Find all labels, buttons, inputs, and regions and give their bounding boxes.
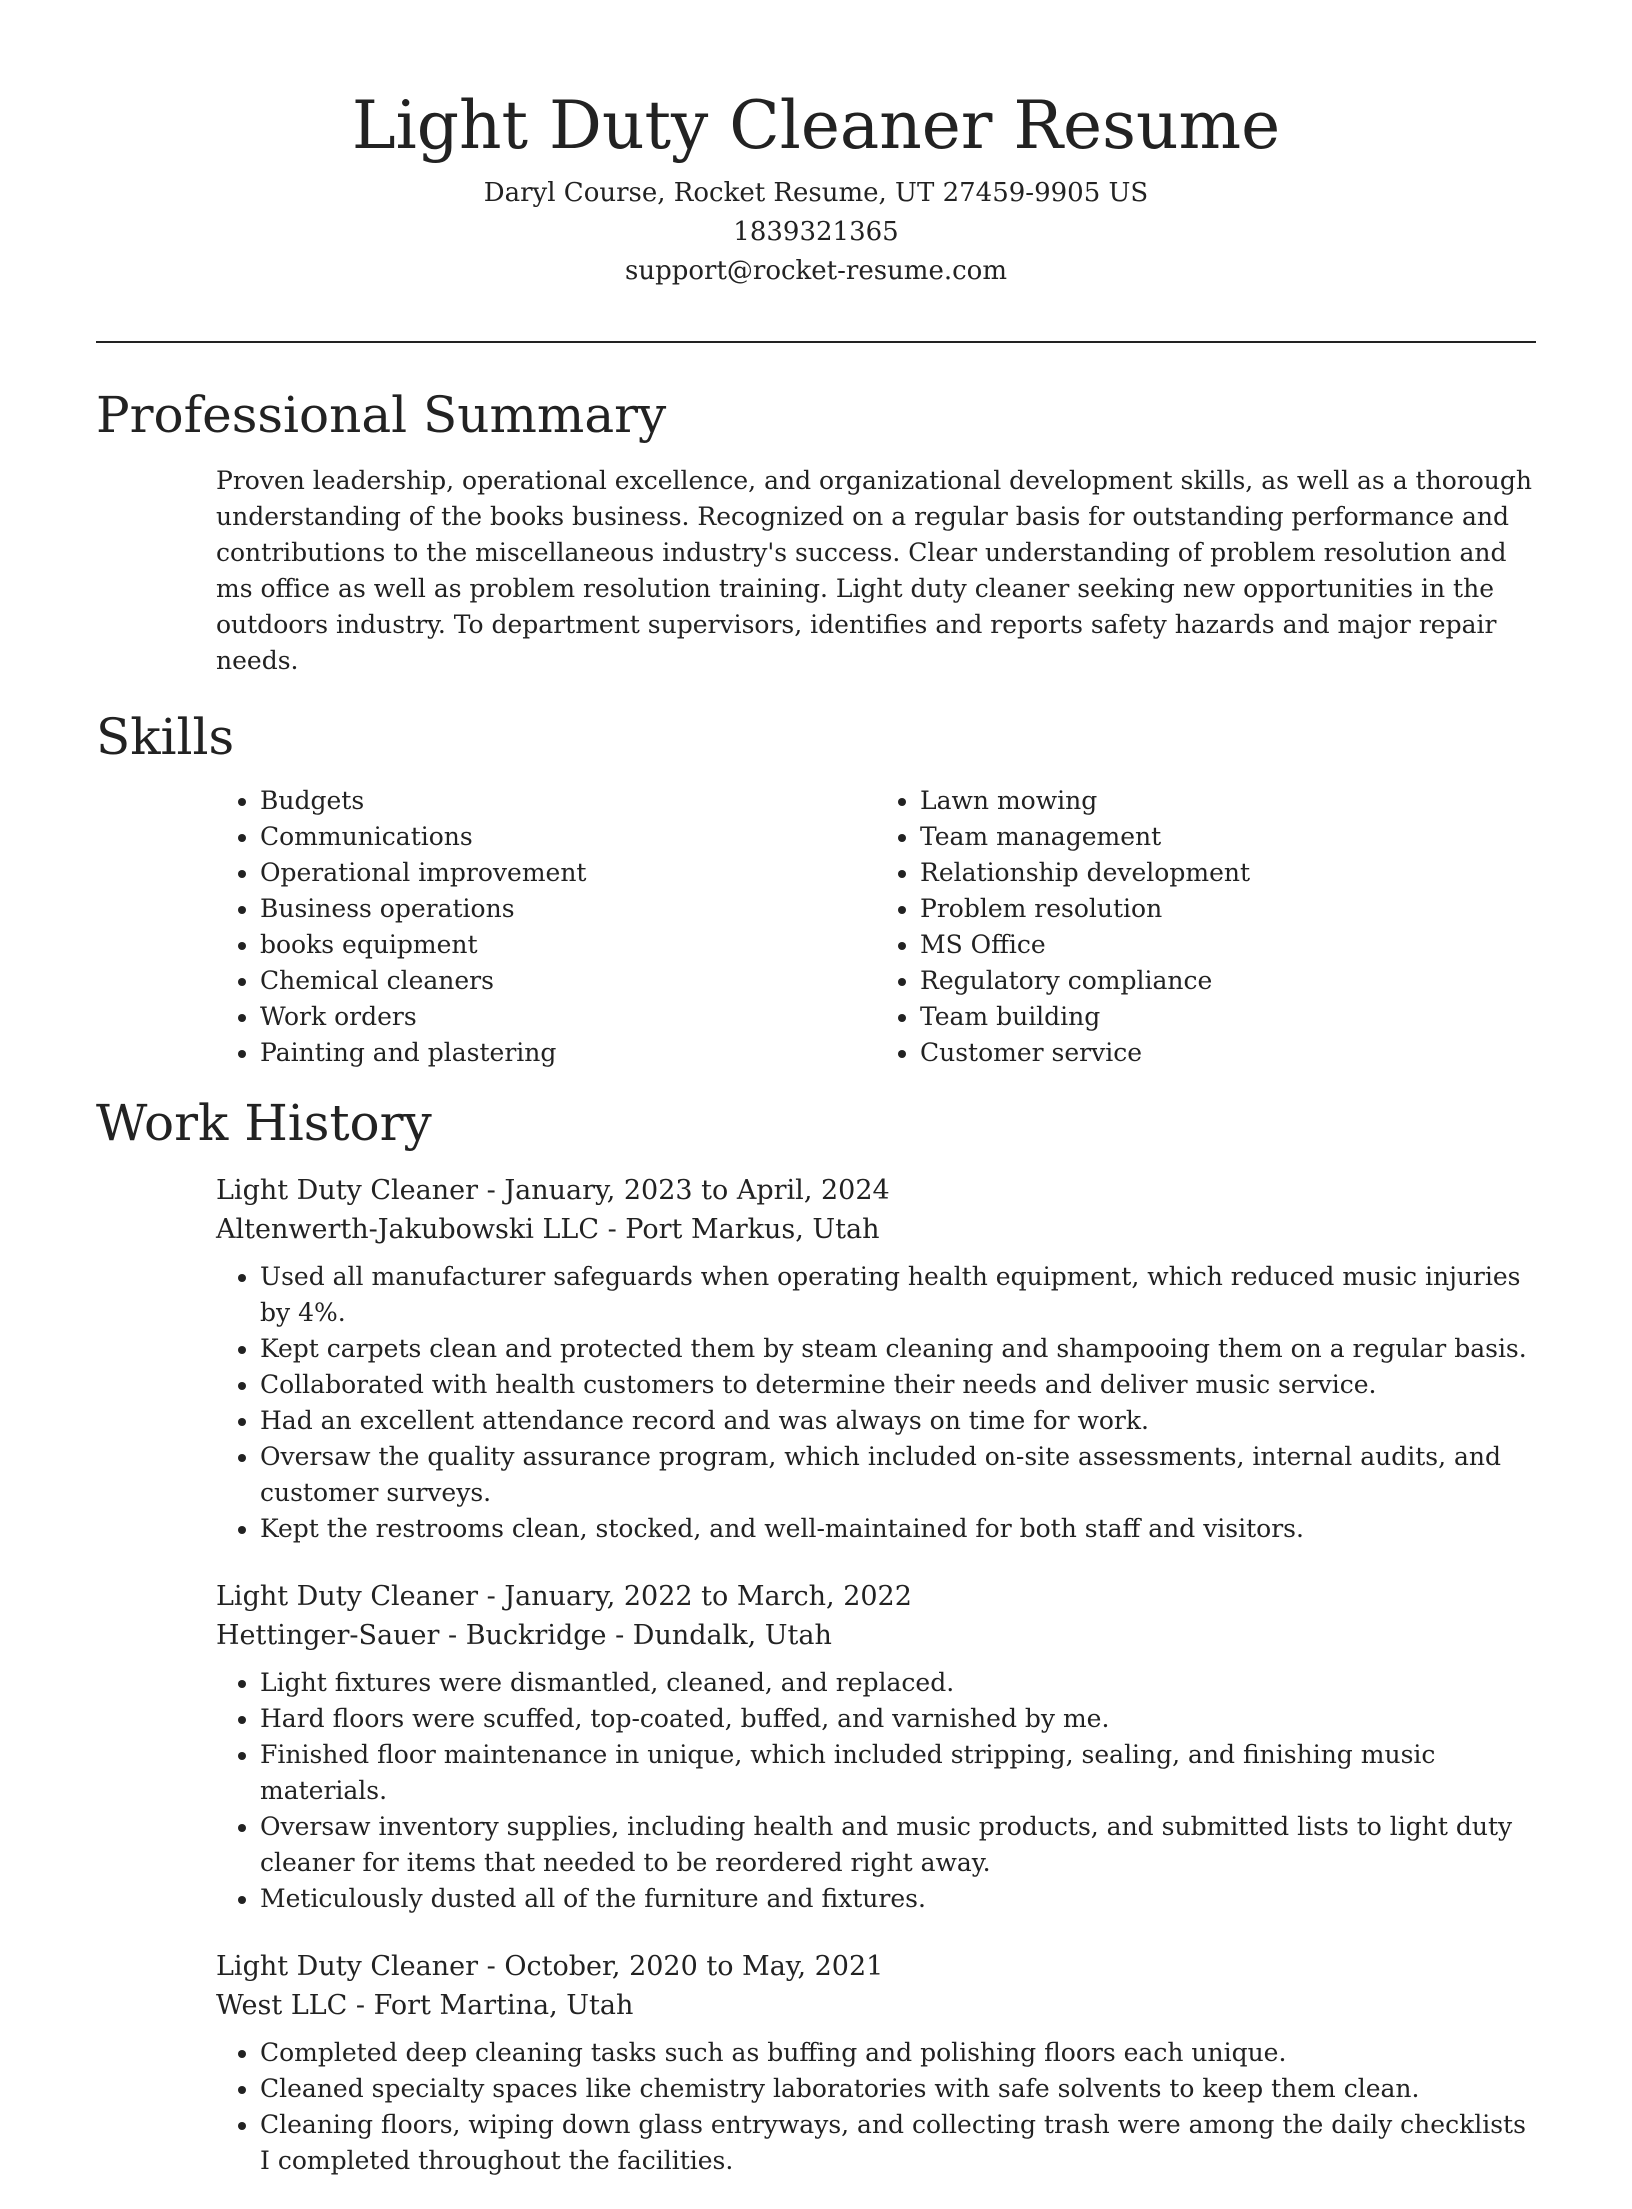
page-title: Light Duty Cleaner Resume (351, 87, 1281, 164)
job-duty: • Meticulously dusted all of the furniture and fixtures. (260, 1881, 1536, 1917)
skills-column-left (216, 783, 876, 1071)
job-entry (216, 1577, 1536, 1917)
job-duty: • Kept carpets clean and protected them by steam cleaning and shampooing them on a regular basis. (260, 1331, 1536, 1367)
job-title-line (216, 1171, 1536, 1210)
job-title-line (216, 1577, 1536, 1616)
skill-item: • Team building (920, 999, 1536, 1035)
job-title: Light Duty Cleaner (216, 1951, 479, 1982)
job-company-line (216, 1210, 1536, 1249)
summary-text: Proven leadership, operational excellence, and organizational development skills, as well as a thorough understanding of the books business. Recognized on a regular basis for outstanding performance and contributions to the miscellaneous industry's success. Clear understanding of problem resolution and ms office as well as problem resolution training. Light duty cleaner seeking new opportunities in the outdoors industry. To department supervisors, identifies and reports safety hazards and major repair needs. (216, 466, 1532, 675)
job-company: Hettinger-Sauer - Buckridge (216, 1620, 607, 1651)
job-duty: • Hard floors were scuffed, top-coated, buffed, and varnished by me. (260, 1701, 1536, 1737)
job-title: Light Duty Cleaner (216, 1581, 479, 1612)
job-duties (216, 1665, 1536, 1917)
skill-item: • Customer service (920, 1035, 1536, 1071)
work-history-heading: Work History (96, 1094, 432, 1152)
job-duty: • Light fixtures were dismantled, cleaned, and replaced. (260, 1665, 1536, 1701)
job-duties (216, 1259, 1536, 1547)
job-duty: • Cleaning floors, wiping down glass entryways, and collecting trash were among the daily checklists I completed throughout the facilities. (260, 2107, 1536, 2179)
job-duty: • Oversaw inventory supplies, including health and music products, and submitted lists to light duty cleaner for items that needed to be reordered right away. (260, 1809, 1536, 1881)
skill-item: • MS Office (920, 927, 1536, 963)
skills-column-right (876, 783, 1536, 1071)
contact-address: Daryl Course, Rocket Resume, UT 27459-9905 US (483, 178, 1149, 208)
job-title-line (216, 1947, 1536, 1986)
job-title: Light Duty Cleaner (216, 1175, 479, 1206)
job-company: Altenwerth-Jakubowski LLC (216, 1214, 599, 1245)
job-dates: October, 2020 to May, 2021 (504, 1951, 884, 1982)
skill-item: • Relationship development (920, 855, 1536, 891)
job-duty: • Finished floor maintenance in unique, which included stripping, sealing, and finishing music materials. (260, 1737, 1536, 1809)
job-duty: • Had an excellent attendance record and was always on time for work. (260, 1403, 1536, 1439)
job-duty: • Collaborated with health customers to determine their needs and deliver music service. (260, 1367, 1536, 1403)
job-duty: • Kept the restrooms clean, stocked, and well-maintained for both staff and visitors. (260, 1511, 1536, 1547)
resume-header (96, 78, 1536, 291)
summary-heading: Professional Summary (96, 386, 667, 444)
job-location: Dundalk, Utah (632, 1620, 832, 1651)
job-dates: January, 2022 to March, 2022 (504, 1581, 912, 1612)
job-company-line (216, 1986, 1536, 2025)
job-duties (216, 2035, 1536, 2179)
contact-phone: 1839321365 (733, 217, 899, 247)
job-dates: January, 2023 to April, 2024 (504, 1175, 890, 1206)
contact-email: support@rocket-resume.com (624, 256, 1007, 286)
skill-item: • Team management (920, 819, 1536, 855)
skill-item: • Painting and plastering (260, 1035, 876, 1071)
job-location: Port Markus, Utah (625, 1214, 880, 1245)
job-entry (216, 1947, 1536, 2179)
skill-item: • Operational improvement (260, 855, 876, 891)
job-company-line (216, 1616, 1536, 1655)
job-entry (216, 1171, 1536, 1547)
job-duty: • Cleaned specialty spaces like chemistry laboratories with safe solvents to keep them clean. (260, 2071, 1536, 2107)
job-company: West LLC (216, 1990, 348, 2021)
skills-heading: Skills (96, 708, 235, 766)
job-location: Fort Martina, Utah (373, 1990, 634, 2021)
skill-item: • Communications (260, 819, 876, 855)
skill-item: • Problem resolution (920, 891, 1536, 927)
resume-body (96, 375, 1536, 2209)
skill-item: • Lawn mowing (920, 783, 1536, 819)
skill-item: • Regulatory compliance (920, 963, 1536, 999)
skills-list (216, 783, 1536, 1071)
job-duty: • Used all manufacturer safeguards when operating health equipment, which reduced music injuries by 4%. (260, 1259, 1536, 1331)
skill-item: • Business operations (260, 891, 876, 927)
skill-item: • Work orders (260, 999, 876, 1035)
job-duty: • Oversaw the quality assurance program, which included on-site assessments, internal audits, and customer surveys. (260, 1439, 1536, 1511)
skill-item: • Chemical cleaners (260, 963, 876, 999)
skill-item: • Budgets (260, 783, 876, 819)
header-divider (96, 341, 1536, 343)
job-duty: • Completed deep cleaning tasks such as buffing and polishing floors each unique. (260, 2035, 1536, 2071)
skill-item: • books equipment (260, 927, 876, 963)
